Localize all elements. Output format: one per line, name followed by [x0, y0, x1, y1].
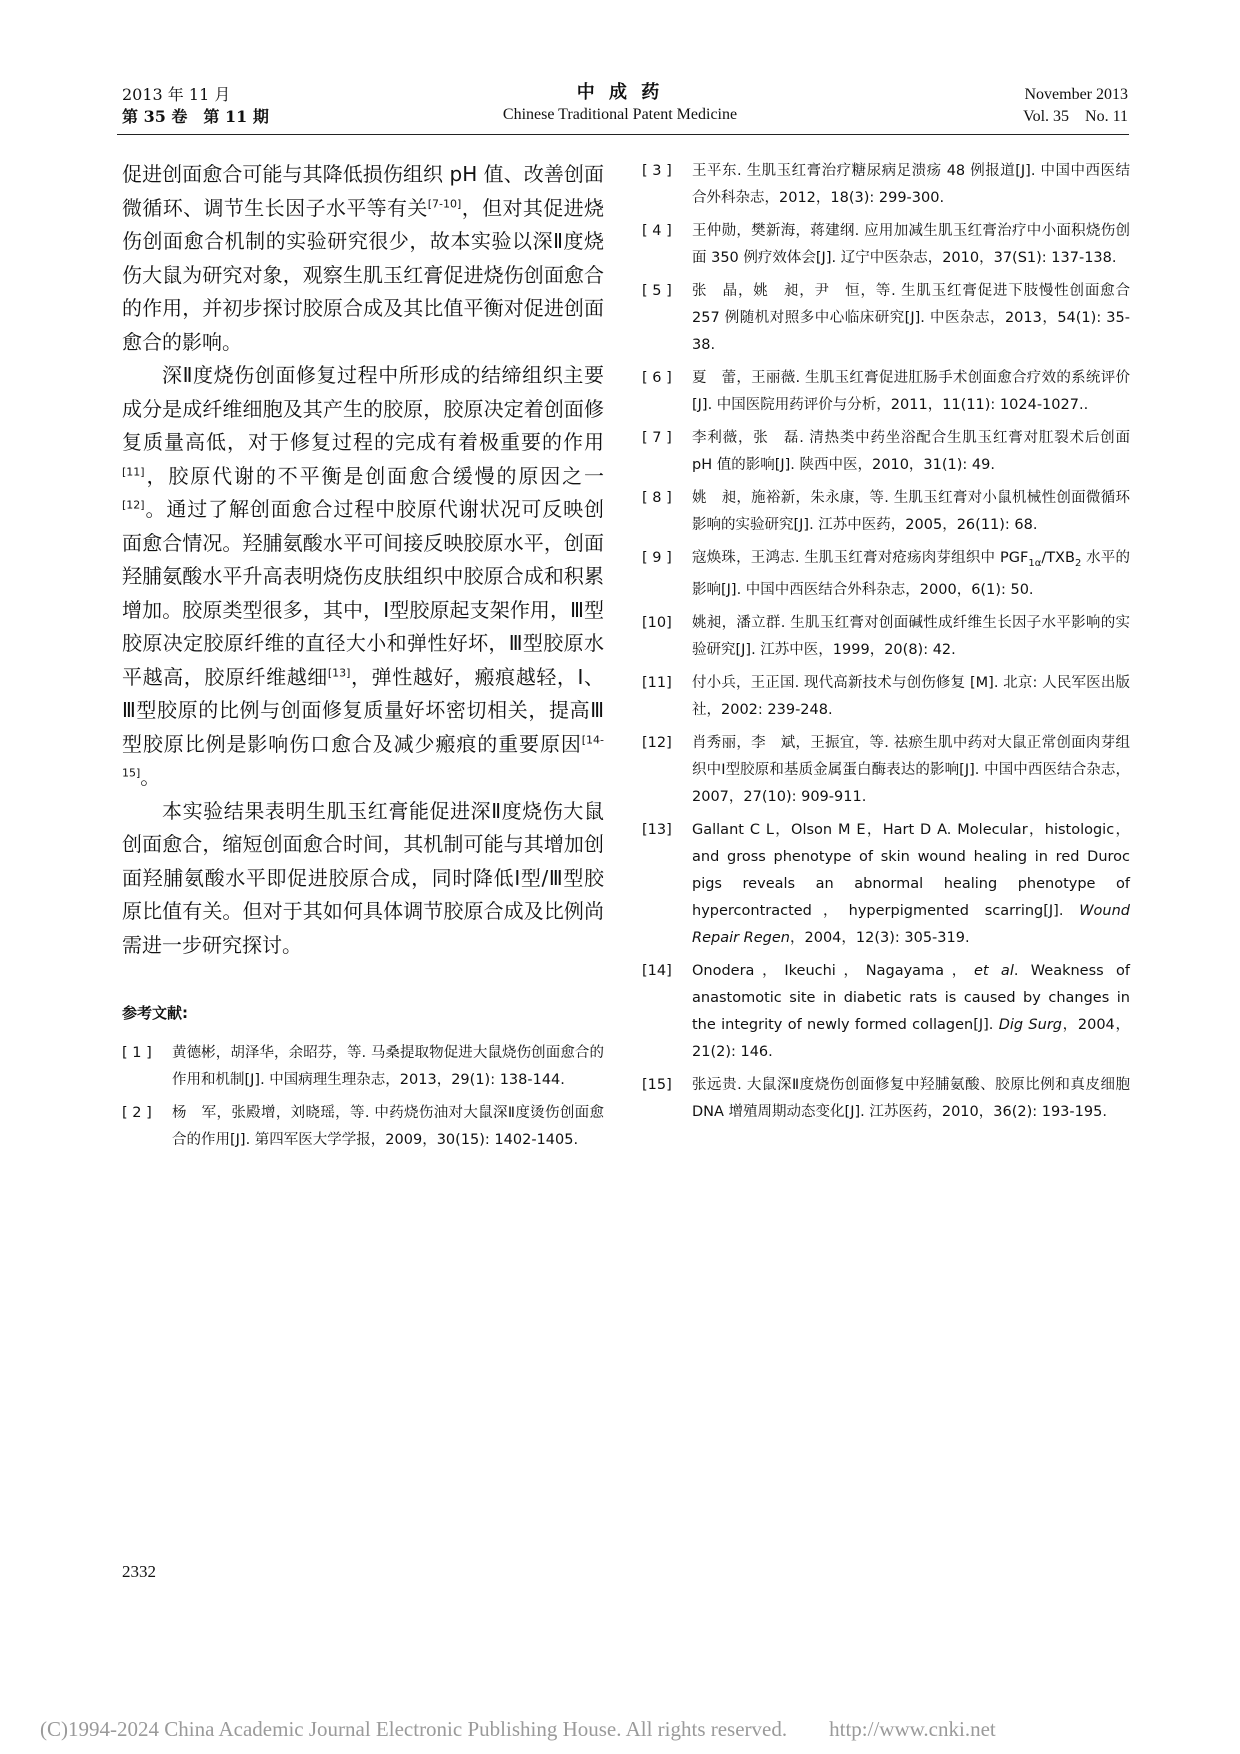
text-run: 寇焕珠，王鸿志. 生肌玉红膏对疮疡肉芽组织中 PGF — [692, 550, 1029, 566]
header-date-cn: 2013 年 11 月 — [122, 85, 231, 104]
text-run: 夏 蕾，王丽薇. 生肌玉红膏促进肛肠手术创面愈合疗效的系统评价[J]. 中国医院用药评价与分析，2011，11(11): 1024-1027.. — [692, 370, 1130, 413]
reference-item — [642, 1072, 1130, 1126]
italic-run: Dig Surg — [998, 1016, 1062, 1033]
reference-item — [122, 1100, 604, 1154]
reference-item — [642, 610, 1130, 664]
reference-number: [ 3 ] — [642, 163, 672, 179]
reference-text — [172, 1040, 604, 1094]
body-paragraph — [122, 359, 604, 795]
reference-number: [10] — [642, 614, 672, 631]
reference-number: [ 9 ] — [642, 550, 672, 566]
text-run: 姚 昶，施裕新，朱永康，等. 生肌玉红膏对小鼠机械性创面微循环影响的实验研究[J]. 江苏中医药，2005，26(11): 68. — [692, 490, 1130, 533]
reference-text — [692, 485, 1130, 539]
text-run: 本实验结果表明生肌玉红膏能促进深Ⅱ度烧伤大鼠创面愈合，缩短创面愈合时间，其机制可能与其增加创面羟脯氨酸水平即促进胶原合成，同时降低Ⅰ型/Ⅲ型胶原比值有关。但对于其如何具体调节胶原合成及比例尚需进一步研究探讨。 — [122, 798, 604, 957]
citation-marker: [12] — [122, 498, 145, 512]
reference-number: [12] — [642, 734, 672, 751]
reference-number: [ 2 ] — [122, 1105, 152, 1121]
references-heading: 参考文献: — [122, 1004, 188, 1022]
header-volume-en: Vol. 35 No. 11 — [1023, 108, 1128, 125]
reference-item — [642, 425, 1130, 479]
reference-text — [172, 1100, 604, 1154]
text-run: ，弹性越好，瘢痕越轻，Ⅰ、Ⅲ型胶原的比例与创面修复质量好坏密切相关，提高Ⅲ型胶原比例是影响伤口愈合及减少瘢痕的重要原因 — [122, 664, 604, 756]
reference-number: [ 1 ] — [122, 1045, 152, 1061]
reference-text — [692, 610, 1130, 664]
header-volume-cn: 第 35 卷 第 11 期 — [122, 107, 269, 126]
citation-marker: [14-15] — [122, 732, 604, 780]
text-run: ，2004，12(3): 305-319. — [790, 929, 970, 946]
header-right — [1023, 84, 1128, 128]
text-run: ，2004，21(2): 146. — [692, 1016, 1130, 1060]
text-run: 肖秀丽，李 斌，王振宜，等. 祛瘀生肌中药对大鼠正常创面肉芽组织中Ⅰ型胶原和基质金属蛋白酶表达的影响[J]. 中国中西医结合杂志，2007，27(10): 909-911. — [692, 734, 1130, 805]
journal-title-en: Chinese Traditional Patent Medicine — [502, 106, 738, 123]
text-run: 水平的影响[J]. 中国中西医结合外科杂志，2000，6(1): 50. — [692, 550, 1130, 598]
reference-number: [ 4 ] — [642, 223, 672, 239]
text-run: Gallant C L，Olson M E，Hart D A. Molecular，histologic，and gross phenotype of skin wound healing in red Duroc pigs reveals an abnormal healing phenotype of hypercontracted，hyperpigmented scarring[J]. — [692, 821, 1130, 919]
reference-number: [ 8 ] — [642, 490, 672, 506]
reference-text — [692, 817, 1130, 952]
text-run: 促进创面愈合可能与其降低损伤组织 pH 值、改善创面微循环、调节生长因子水平等有关 — [122, 162, 604, 220]
reference-item — [642, 670, 1130, 724]
header-left — [122, 84, 269, 128]
reference-number: [ 6 ] — [642, 370, 672, 386]
reference-text — [692, 278, 1130, 359]
text-run: 张 晶，姚 昶，尹 恒，等. 生肌玉红膏促进下肢慢性创面愈合 257 例随机对照多中心临床研究[J]. 中医杂志，2013，54(1): 35-38. — [692, 283, 1130, 353]
citation-marker: [7-10] — [427, 196, 462, 210]
text-run: . Weakness of anastomotic site in diabetic rats is caused by changes in the integrity of newly formed collagen[J]. — [692, 962, 1131, 1033]
text-run: 深Ⅱ度烧伤创面修复过程中所形成的结缔组织主要成分是成纤维细胞及其产生的胶原，胶原决定着创面修复质量高低，对于修复过程的完成有着极重要的作用 — [122, 363, 604, 454]
reference-number: [11] — [642, 674, 672, 691]
reference-text — [692, 365, 1130, 419]
reference-item — [642, 545, 1130, 604]
subscript: 2 — [1074, 557, 1082, 569]
text-run: 杨 军，张殿增，刘晓瑶，等. 中药烧伤油对大鼠深Ⅱ度烫伤创面愈合的作用[J]. 第四军医大学学报，2009，30(15): 1402-1405. — [172, 1105, 604, 1148]
reference-text — [692, 425, 1130, 479]
reference-text — [692, 958, 1130, 1066]
body-paragraph — [122, 158, 604, 359]
text-run: 王仲勋，樊新海，蒋建纲. 应用加减生肌玉红膏治疗中小面积烧伤创面 350 例疗效体会[J]. 辽宁中医杂志，2010，37(S1): 137-138. — [692, 223, 1130, 266]
reference-text — [692, 218, 1130, 272]
reference-item — [642, 817, 1130, 952]
copyright-footer: (C)1994-2024 China Academic Journal Electronic Publishing House. All rights reserved. http://www.cnki.net — [40, 1717, 996, 1741]
reference-number: [15] — [642, 1076, 672, 1093]
reference-item — [642, 218, 1130, 272]
body-paragraph — [122, 795, 604, 963]
references-list-left — [122, 1040, 604, 1160]
text-run: /TXB — [1041, 550, 1075, 566]
text-run: ，胶原代谢的不平衡是创面愈合缓慢的原因之一 — [144, 463, 604, 488]
text-run: ，但对其促进烧伤创面愈合机制的实验研究很少，故本实验以深Ⅱ度烧伤大鼠为研究对象，观察生肌玉红膏促进烧伤创面愈合的作用，并初步探讨胶原合成及其比值平衡对促进创面愈合的影响。 — [122, 195, 605, 354]
reference-text — [692, 1072, 1130, 1126]
citation-marker: [13] — [327, 665, 351, 679]
reference-number: [13] — [642, 821, 672, 838]
header-center — [430, 82, 810, 126]
reference-number: [ 5 ] — [642, 283, 672, 299]
reference-number: [14] — [642, 962, 672, 979]
text-run: 王平东. 生肌玉红膏治疗糖尿病足溃疡 48 例报道[J]. 中国中西医结合外科杂志，2012，18(3): 299-300. — [692, 163, 1130, 206]
header-date-en: November 2013 — [1024, 86, 1128, 103]
subscript: 1α — [1028, 557, 1042, 569]
italic-run: et al — [974, 962, 1014, 979]
text-run: 姚昶，潘立群. 生肌玉红膏对创面碱性成纤维生长因子水平影响的实验研究[J]. 江苏中医，1999，20(8): 42. — [692, 614, 1130, 658]
reference-text — [692, 730, 1130, 811]
journal-title-cn: 中 成 药 — [576, 82, 664, 103]
reference-item — [642, 158, 1130, 212]
text-run: 李利薇，张 磊. 清热类中药坐浴配合生肌玉红膏对肛裂术后创面 pH 值的影响[J]. 陕西中医，2010，31(1): 49. — [692, 430, 1130, 473]
reference-text — [692, 670, 1130, 724]
reference-number: [ 7 ] — [642, 430, 672, 446]
header-rule — [117, 134, 1129, 135]
reference-item — [642, 365, 1130, 419]
reference-item — [642, 730, 1130, 811]
text-run: 黄德彬，胡泽华，余昭芬，等. 马桑提取物促进大鼠烧伤创面愈合的作用和机制[J]. 中国病理生理杂志，2013，29(1): 138-144. — [172, 1045, 604, 1088]
citation-marker: [11] — [122, 464, 145, 478]
italic-run: Wound Repair Regen — [692, 902, 1130, 946]
reference-item — [122, 1040, 604, 1094]
references-list-right — [642, 158, 1130, 1132]
text-run: Onodera，Ikeuchi，Nagayama， — [692, 962, 974, 979]
text-run: 付小兵，王正国. 现代高新技术与创伤修复 [M]. 北京: 人民军医出版社，2002: 239-248. — [692, 674, 1130, 718]
text-run: 张远贵. 大鼠深Ⅱ度烧伤创面修复中羟脯氨酸、胶原比例和真皮细胞 DNA 增殖周期动态变化[J]. 江苏医药，2010，36(2): 193-195. — [692, 1076, 1130, 1120]
page-number: 2332 — [122, 1562, 156, 1581]
body-text — [122, 158, 604, 962]
reference-item — [642, 485, 1130, 539]
reference-text — [692, 545, 1130, 604]
text-run: 。 — [140, 765, 161, 789]
text-run: 。通过了解创面愈合过程中胶原代谢状况可反映创面愈合情况。羟脯氨酸水平可间接反映胶原水平，创面羟脯氨酸水平升高表明烧伤皮肤组织中胶原合成和积累增加。胶原类型很多，其中，Ⅰ型胶原起支架作用，Ⅲ型胶原决定胶原纤维的直径大小和弹性好坏，Ⅲ型胶原水平越高，胶原纤维越细 — [122, 497, 604, 689]
reference-item — [642, 278, 1130, 359]
reference-item — [642, 958, 1130, 1066]
reference-text — [692, 158, 1130, 212]
